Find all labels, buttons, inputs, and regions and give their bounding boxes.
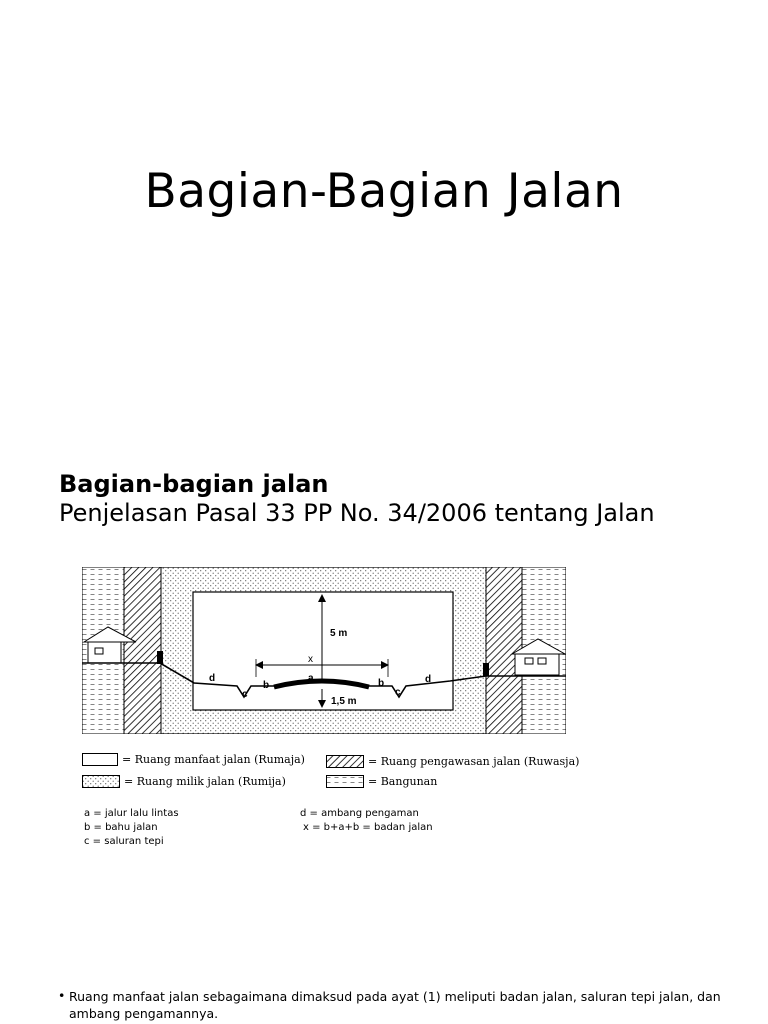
- bullet-paragraph: [58, 988, 748, 1022]
- ruwasja-left: [124, 567, 161, 734]
- label-d-right: d: [425, 674, 432, 685]
- label-a: a: [308, 673, 314, 684]
- legend-rumaja-label: = Ruang manfaat jalan (Rumaja): [122, 753, 305, 766]
- legend-rumaja: [82, 753, 305, 766]
- label-5m: 5 m: [330, 628, 348, 639]
- def-d: d = ambang pengaman: [300, 808, 419, 819]
- definitions-left: [84, 807, 179, 849]
- subtitle-source: Penjelasan Pasal 33 PP No. 34/2006 tentang Jalan: [59, 499, 655, 527]
- bangunan-swatch: [326, 775, 364, 788]
- rumaja-zone: [193, 592, 453, 710]
- label-b-left: b: [263, 680, 270, 691]
- boundary-post-left: [157, 651, 163, 664]
- ruwasja-swatch: [326, 755, 364, 768]
- legend-rumija-label: = Ruang milik jalan (Rumija): [124, 775, 286, 788]
- label-c-left: c: [242, 689, 248, 700]
- label-c-right: c: [395, 687, 401, 698]
- label-x: x: [308, 654, 313, 665]
- rumija-swatch: [82, 775, 120, 788]
- legend-ruwasja-label: = Ruang pengawasan jalan (Ruwasja): [368, 755, 580, 768]
- ruwasja-right: [486, 567, 522, 734]
- def-b: b = bahu jalan: [84, 822, 158, 833]
- label-15m: 1,5 m: [331, 696, 357, 707]
- def-a: a = jalur lalu lintas: [84, 808, 179, 819]
- def-c: c = saluran tepi: [84, 836, 164, 847]
- slide-title: Bagian-Bagian Jalan: [144, 164, 624, 219]
- definitions-right: [300, 807, 433, 835]
- legend-bangunan: [326, 775, 437, 788]
- subtitle-heading: Bagian-bagian jalan: [59, 470, 329, 498]
- label-d-left: d: [209, 673, 216, 684]
- road-cross-section-diagram: [82, 567, 566, 734]
- legend-rumija: [82, 775, 286, 788]
- legend-bangunan-label: = Bangunan: [368, 775, 438, 788]
- boundary-post-right: [483, 663, 489, 676]
- bullet-icon: •: [58, 988, 66, 1003]
- def-x: x = b+a+b = badan jalan: [303, 822, 433, 833]
- label-b-right: b: [378, 678, 385, 689]
- bullet-text: Ruang manfaat jalan sebagaimana dimaksud pada ayat (1) meliputi badan jalan, saluran tepi jalan, dan ambang pengamannya.: [69, 989, 721, 1021]
- legend-ruwasja: [326, 755, 579, 768]
- rumaja-swatch: [82, 753, 118, 766]
